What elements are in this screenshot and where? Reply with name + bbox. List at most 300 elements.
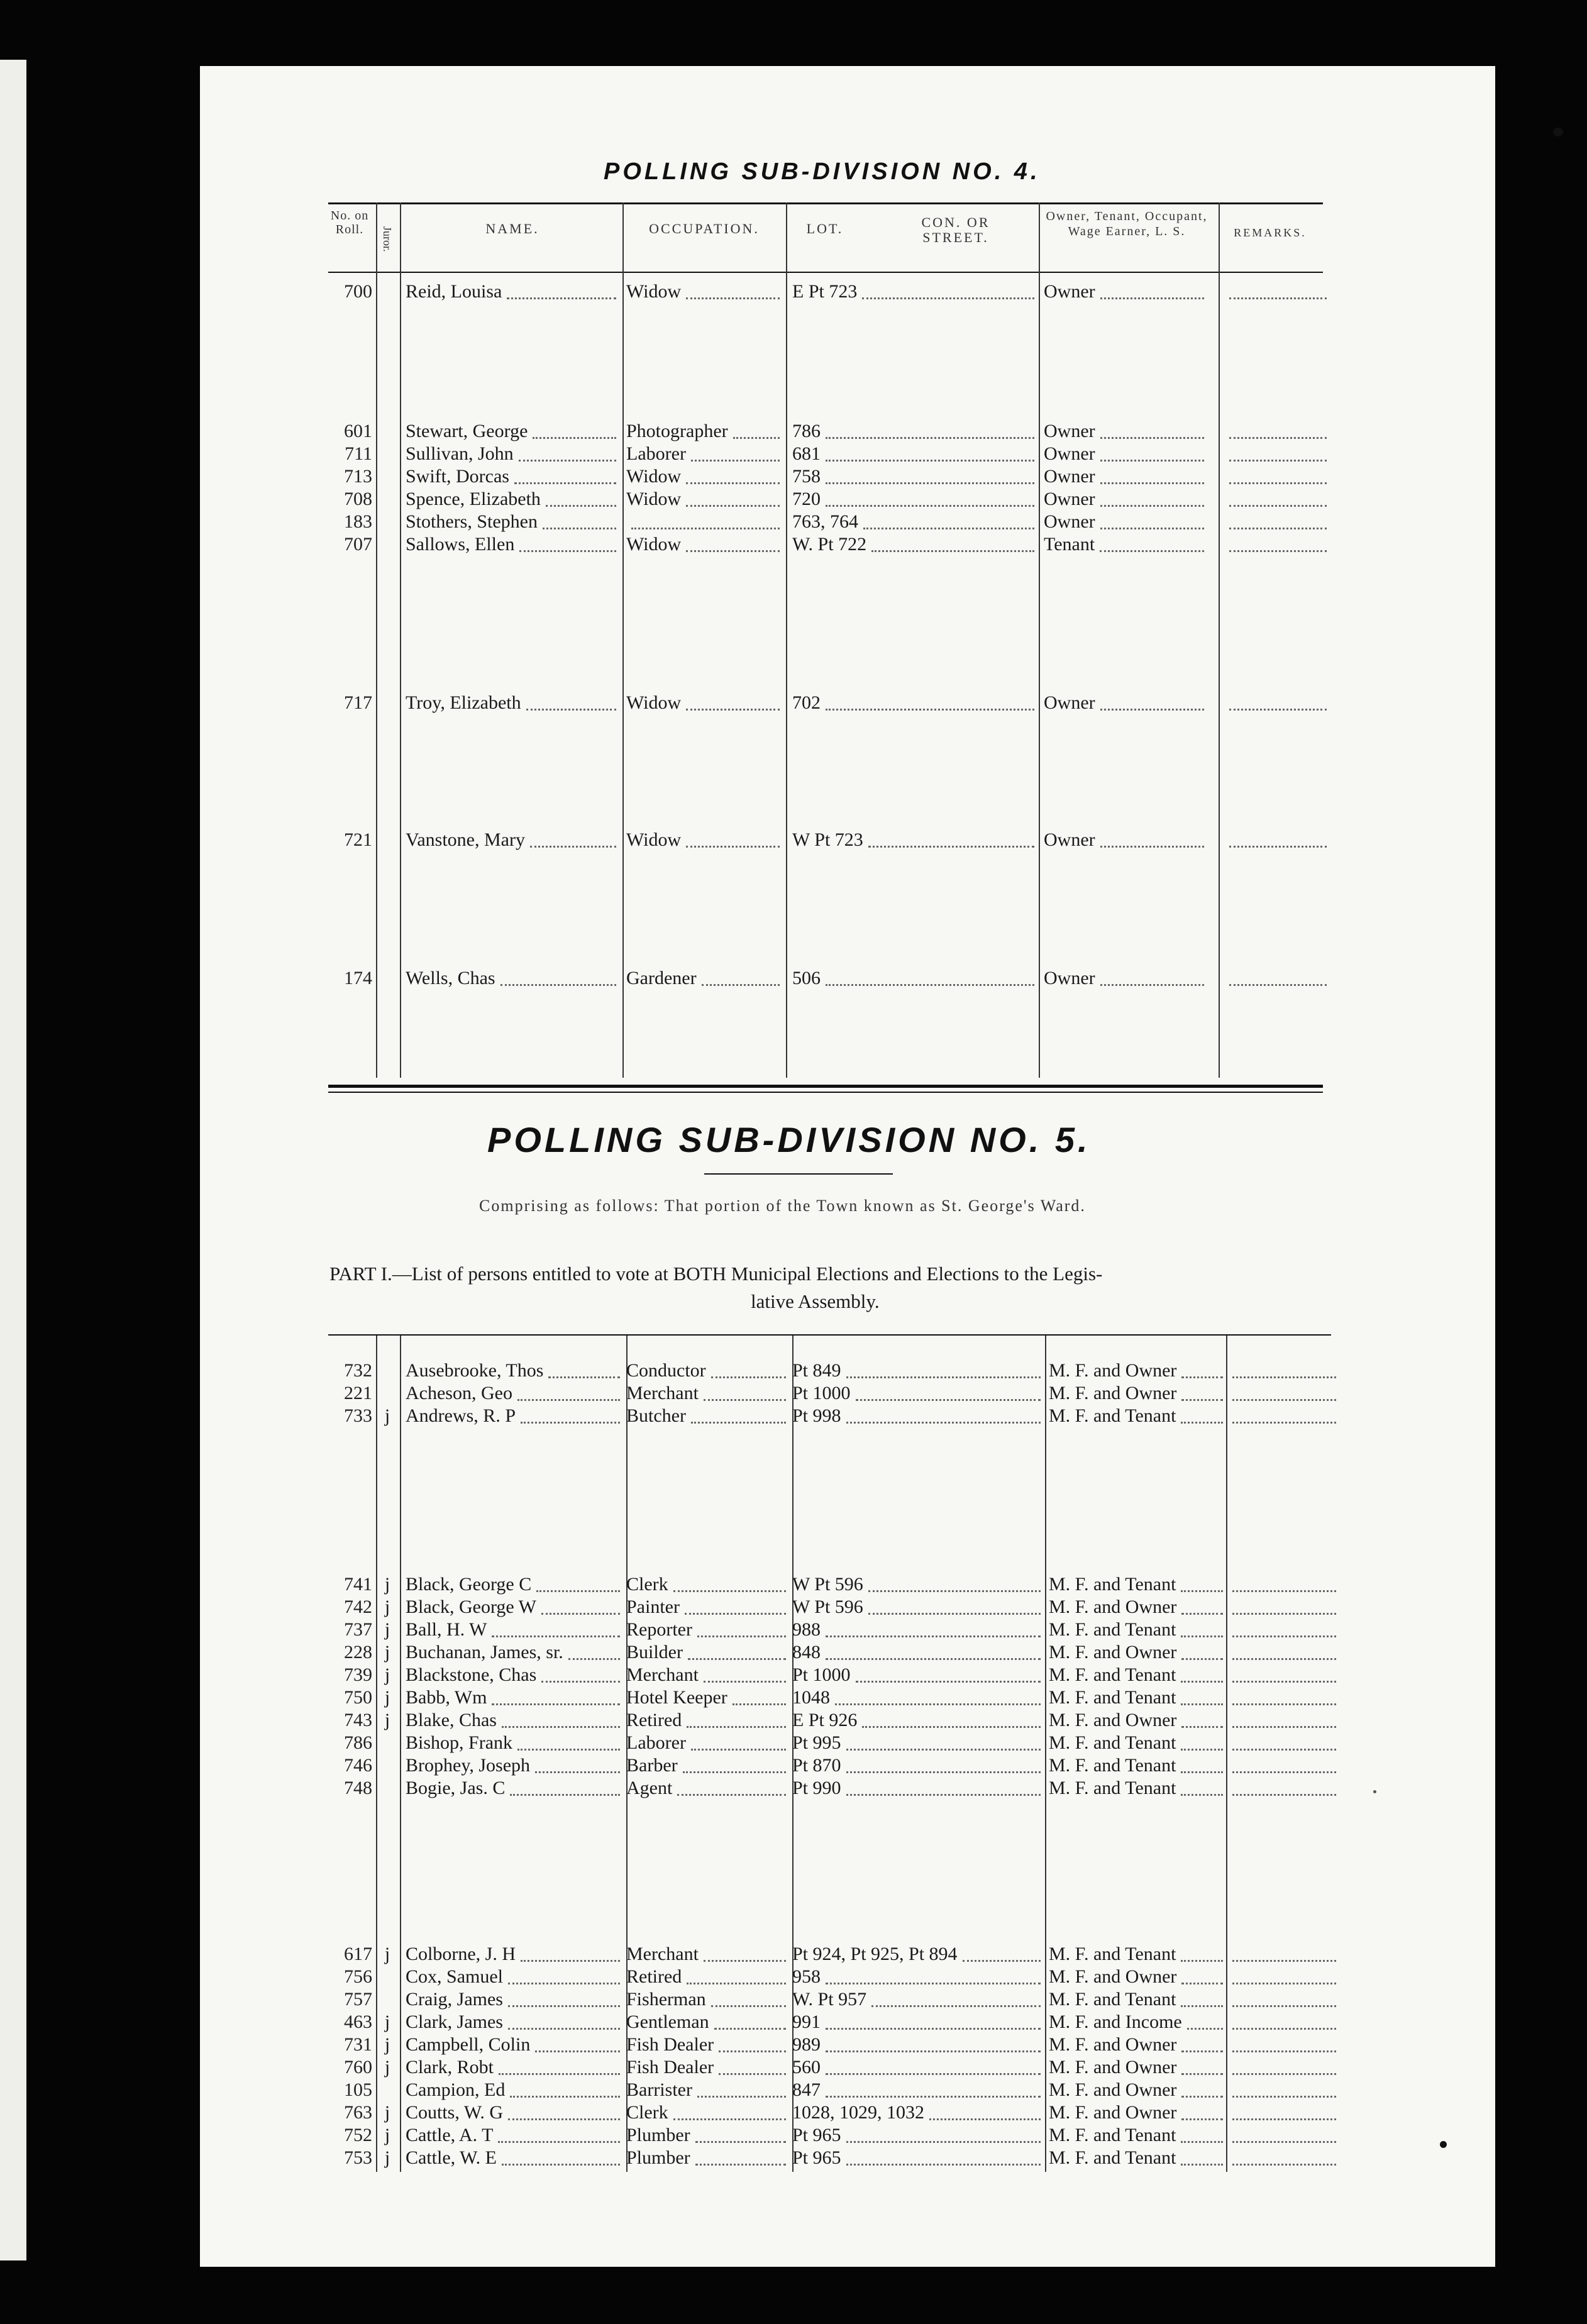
- dot-leader: [686, 297, 780, 299]
- dot-leader: [568, 1658, 620, 1660]
- dot-leader: [1181, 1590, 1223, 1592]
- table-row: [0, 1943, 1587, 1966]
- voter-name: Spence, Elizabeth: [406, 489, 541, 509]
- heading-underline: [704, 1173, 893, 1175]
- ownership-status: Owner: [1044, 443, 1095, 464]
- dot-leader: [826, 2028, 1041, 2030]
- lot: Pt 849: [792, 1360, 841, 1381]
- lot: 786: [792, 421, 821, 441]
- ownership-status: M. F. and Tenant: [1049, 1619, 1176, 1640]
- table-row: [0, 2079, 1587, 2101]
- roll-number: 700: [344, 281, 372, 302]
- dot-leader: [1181, 1771, 1223, 1773]
- dot-leader: [541, 1681, 620, 1683]
- table-row: [0, 1641, 1587, 1664]
- dot-leader: [1100, 437, 1204, 439]
- dot-leader: [1187, 2028, 1223, 2030]
- dot-leader: [517, 1399, 620, 1401]
- voter-name: Blackstone, Chas: [406, 1664, 537, 1685]
- dot-leader: [963, 1960, 1041, 1962]
- dot-leader: [1232, 1658, 1336, 1660]
- dot-leader: [1232, 2164, 1336, 2166]
- dot-leader: [846, 2141, 1041, 2143]
- dot-leader: [704, 1960, 786, 1962]
- ink-speck: [1373, 1790, 1376, 1793]
- table-row: [0, 1405, 1587, 1427]
- occupation: Gentleman: [626, 2011, 709, 2032]
- table-row: [0, 280, 1587, 303]
- dot-leader: [685, 1613, 786, 1615]
- dot-leader: [826, 460, 1034, 462]
- roll-number: 713: [344, 466, 372, 487]
- voter-name: Stothers, Stephen: [406, 511, 538, 532]
- dot-leader: [543, 528, 616, 529]
- col-header-lot: LOT.: [806, 221, 844, 236]
- voter-name: Troy, Elizabeth: [406, 692, 521, 713]
- lot: 991: [792, 2011, 821, 2032]
- dot-leader: [826, 709, 1034, 711]
- roll-number: 753: [344, 2147, 372, 2168]
- dot-leader: [1229, 550, 1327, 552]
- occupation: Fisherman: [626, 1989, 706, 2010]
- dot-leader: [1181, 1703, 1223, 1705]
- dot-leader: [868, 846, 1034, 848]
- dot-leader: [1229, 437, 1327, 439]
- dot-leader: [1232, 1771, 1336, 1773]
- dot-leader: [548, 1376, 620, 1378]
- dot-leader: [492, 1635, 620, 1637]
- table-row: [0, 2056, 1587, 2079]
- register-page: [200, 66, 1495, 2267]
- occupation: Barrister: [626, 2079, 692, 2100]
- dot-leader: [1181, 1726, 1223, 1728]
- occupation: Clerk: [626, 1574, 668, 1595]
- juror-mark: j: [384, 1596, 390, 1617]
- lot: W. Pt 722: [792, 534, 867, 555]
- dot-leader: [1229, 297, 1327, 299]
- dot-leader: [1229, 709, 1327, 711]
- lot: 847: [792, 2079, 821, 2100]
- lot: 758: [792, 466, 821, 487]
- dot-leader: [1232, 1960, 1336, 1962]
- dot-leader: [507, 297, 616, 299]
- roll-number: 721: [344, 829, 372, 850]
- dot-leader: [508, 2028, 620, 2030]
- ownership-status: M. F. and Tenant: [1049, 2125, 1176, 2145]
- ownership-status: M. F. and Owner: [1049, 1642, 1177, 1663]
- dot-leader: [826, 1983, 1041, 1984]
- roll-number: 739: [344, 1664, 372, 1685]
- ownership-status: M. F. and Tenant: [1049, 1664, 1176, 1685]
- table-row: [0, 1382, 1587, 1405]
- dot-leader: [1232, 1376, 1336, 1378]
- occupation: Laborer: [626, 1732, 686, 1753]
- dot-leader: [1232, 2028, 1336, 2030]
- occupation: Laborer: [626, 443, 686, 464]
- dot-leader: [826, 2050, 1041, 2052]
- occupation: Widow: [626, 489, 682, 509]
- dot-leader: [1229, 528, 1327, 529]
- roll-number: 763: [344, 2102, 372, 2123]
- col-header-name: NAME.: [485, 221, 539, 236]
- roll-number: 742: [344, 1596, 372, 1617]
- occupation: Fish Dealer: [626, 2057, 714, 2078]
- juror-mark: j: [384, 1619, 390, 1640]
- lot: 681: [792, 443, 821, 464]
- ownership-status: Owner: [1044, 692, 1095, 713]
- roll-number: 733: [344, 1405, 372, 1426]
- dot-leader: [1232, 2005, 1336, 2007]
- column-rule: [786, 202, 787, 1078]
- col-header-no: No. on Roll.: [330, 209, 369, 236]
- voter-name: Black, George W: [406, 1596, 536, 1617]
- roll-number: 757: [344, 1989, 372, 2010]
- ownership-status: Owner: [1044, 968, 1095, 988]
- table-row: [0, 2011, 1587, 2034]
- lot: Pt 1000: [792, 1664, 851, 1685]
- table-row: [0, 1709, 1587, 1732]
- dot-leader: [719, 2073, 786, 2075]
- dot-leader: [1229, 984, 1327, 986]
- ownership-status: M. F. and Owner: [1049, 1596, 1177, 1617]
- voter-name: Coutts, W. G: [406, 2102, 504, 2123]
- dot-leader: [1229, 460, 1327, 462]
- dot-leader: [498, 2141, 620, 2143]
- ink-spot: [1553, 128, 1563, 136]
- dot-leader: [686, 505, 780, 507]
- dot-leader: [517, 1749, 620, 1751]
- table-row: [0, 2034, 1587, 2056]
- occupation: Hotel Keeper: [626, 1687, 727, 1708]
- voter-name: Buchanan, James, sr.: [406, 1642, 563, 1663]
- column-rule: [622, 202, 624, 1078]
- occupation: Widow: [626, 829, 682, 850]
- dot-leader: [719, 2050, 786, 2052]
- dot-leader: [826, 505, 1034, 507]
- roll-number: 731: [344, 2034, 372, 2055]
- lot: Pt 1000: [792, 1383, 851, 1403]
- roll-number: 741: [344, 1574, 372, 1595]
- dot-leader: [1181, 1960, 1223, 1962]
- occupation: Clerk: [626, 2102, 668, 2123]
- occupation: Photographer: [626, 421, 728, 441]
- lot: 989: [792, 2034, 821, 2055]
- ownership-status: M. F. and Owner: [1049, 1360, 1177, 1381]
- dot-leader: [1181, 1983, 1223, 1984]
- ownership-status: M. F. and Tenant: [1049, 1732, 1176, 1753]
- ownership-status: M. F. and Income: [1049, 2011, 1182, 2032]
- part-one-rule: [328, 1334, 1331, 1336]
- juror-mark: j: [384, 2102, 390, 2123]
- lot: 506: [792, 968, 821, 988]
- dot-leader: [677, 1794, 786, 1796]
- juror-mark: j: [384, 2125, 390, 2145]
- dot-leader: [1100, 984, 1204, 986]
- part-one-line-2: lative Assembly.: [751, 1290, 880, 1312]
- dot-leader: [1232, 2096, 1336, 2098]
- dot-leader: [686, 709, 780, 711]
- dot-leader: [673, 1590, 786, 1592]
- voter-name: Colborne, J. H: [406, 1944, 516, 1964]
- juror-mark: j: [384, 2147, 390, 2168]
- dot-leader: [687, 1983, 786, 1984]
- dot-leader: [697, 2096, 786, 2098]
- dot-leader: [1181, 2118, 1223, 2120]
- table-row: [0, 465, 1587, 488]
- dot-leader: [846, 2164, 1041, 2166]
- occupation: Builder: [626, 1642, 683, 1663]
- juror-mark: j: [384, 1687, 390, 1708]
- dot-leader: [846, 1422, 1041, 1424]
- voter-name: Cattle, A. T: [406, 2125, 494, 2145]
- dot-leader: [1232, 2118, 1336, 2120]
- ownership-status: M. F. and Owner: [1049, 2102, 1177, 2123]
- dot-leader: [826, 437, 1034, 439]
- ownership-status: Owner: [1044, 281, 1095, 302]
- comprising-note: Comprising as follows: That portion of the Town known as St. George's Ward.: [479, 1197, 1086, 1215]
- dot-leader: [508, 2005, 620, 2007]
- dot-leader: [862, 297, 1034, 299]
- dot-leader: [704, 1399, 786, 1401]
- table-row: [0, 1777, 1587, 1800]
- dot-leader: [673, 2118, 786, 2120]
- section-divider-thin: [328, 1092, 1323, 1093]
- table-row: [0, 1664, 1587, 1686]
- roll-number: 617: [344, 1944, 372, 1964]
- roll-number: 228: [344, 1642, 372, 1663]
- lot: W Pt 723: [792, 829, 863, 850]
- ownership-status: Owner: [1044, 421, 1095, 441]
- roll-number: 756: [344, 1966, 372, 1987]
- dot-leader: [714, 2028, 786, 2030]
- dot-leader: [1100, 482, 1204, 484]
- ownership-status: M. F. and Owner: [1049, 2057, 1177, 2078]
- ownership-status: M. F. and Tenant: [1049, 1405, 1176, 1426]
- dot-leader: [846, 1749, 1041, 1751]
- dot-leader: [1229, 482, 1327, 484]
- column-rule: [376, 202, 377, 1078]
- table-row: [0, 2147, 1587, 2169]
- ownership-status: M. F. and Tenant: [1049, 1778, 1176, 1798]
- voter-name: Sullivan, John: [406, 443, 514, 464]
- ownership-status: M. F. and Tenant: [1049, 1687, 1176, 1708]
- roll-number: 750: [344, 1687, 372, 1708]
- dot-leader: [1181, 2096, 1223, 2098]
- dot-leader: [502, 1726, 620, 1728]
- roll-number: 746: [344, 1755, 372, 1776]
- voter-name: Campion, Ed: [406, 2079, 506, 2100]
- lot: E Pt 723: [792, 281, 858, 302]
- occupation: Fish Dealer: [626, 2034, 714, 2055]
- juror-mark: j: [384, 2057, 390, 2078]
- dot-leader: [1100, 460, 1204, 462]
- voter-name: Ausebrooke, Thos: [406, 1360, 544, 1381]
- dot-leader: [1232, 1681, 1336, 1683]
- dot-leader: [1232, 1399, 1336, 1401]
- ownership-status: M. F. and Owner: [1049, 2079, 1177, 2100]
- dot-leader: [631, 528, 780, 529]
- dot-leader: [691, 1749, 786, 1751]
- juror-mark: j: [384, 2034, 390, 2055]
- lot: W Pt 596: [792, 1574, 863, 1595]
- dot-leader: [1181, 1681, 1223, 1683]
- dot-leader: [510, 2096, 620, 2098]
- lot: Pt 998: [792, 1405, 841, 1426]
- dot-leader: [733, 1703, 786, 1705]
- column-rule: [1039, 202, 1040, 1078]
- voter-name: Bishop, Frank: [406, 1732, 513, 1753]
- voter-name: Ball, H. W: [406, 1619, 487, 1640]
- lot: 848: [792, 1642, 821, 1663]
- dot-leader: [868, 1613, 1041, 1615]
- occupation: Plumber: [626, 2147, 690, 2168]
- voter-name: Black, George C: [406, 1574, 532, 1595]
- roll-number: 760: [344, 2057, 372, 2078]
- roll-number: 183: [344, 511, 372, 532]
- roll-number: 105: [344, 2079, 372, 2100]
- occupation: Retired: [626, 1966, 682, 1987]
- occupation: Plumber: [626, 2125, 690, 2145]
- dot-leader: [826, 1658, 1041, 1660]
- dot-leader: [500, 984, 616, 986]
- dot-leader: [1181, 1635, 1223, 1637]
- voter-name: Swift, Dorcas: [406, 466, 509, 487]
- voter-name: Bogie, Jas. C: [406, 1778, 506, 1798]
- lot: W. Pt 957: [792, 1989, 867, 2010]
- roll-number: 752: [344, 2125, 372, 2145]
- dot-leader: [826, 2096, 1041, 2098]
- ownership-status: Tenant: [1044, 534, 1095, 555]
- roll-number: 221: [344, 1383, 372, 1403]
- dot-leader: [846, 1376, 1041, 1378]
- roll-number: 707: [344, 534, 372, 555]
- dot-leader: [1232, 2141, 1336, 2143]
- dot-leader: [535, 1771, 620, 1773]
- voter-name: Clark, James: [406, 2011, 503, 2032]
- ownership-status: M. F. and Tenant: [1049, 1944, 1176, 1964]
- lot: Pt 995: [792, 1732, 841, 1753]
- table-row: [0, 829, 1587, 851]
- lot: 1048: [792, 1687, 830, 1708]
- dot-leader: [695, 2141, 786, 2143]
- dot-leader: [1232, 1983, 1336, 1984]
- table-row: [0, 511, 1587, 533]
- voter-name: Acheson, Geo: [406, 1383, 512, 1403]
- dot-leader: [1181, 1376, 1223, 1378]
- ownership-status: M. F. and Tenant: [1049, 2147, 1176, 2168]
- occupation: Barber: [626, 1755, 678, 1776]
- table-row: [0, 967, 1587, 990]
- dot-leader: [688, 1658, 786, 1660]
- dot-leader: [546, 505, 616, 507]
- dot-leader: [1181, 1749, 1223, 1751]
- dot-leader: [862, 1726, 1041, 1728]
- voter-name: Campbell, Colin: [406, 2034, 531, 2055]
- dot-leader: [697, 1635, 786, 1637]
- table-row: [0, 1732, 1587, 1754]
- dot-leader: [499, 2073, 620, 2075]
- dot-leader: [514, 482, 616, 484]
- roll-number: 732: [344, 1360, 372, 1381]
- voter-name: Blake, Chas: [406, 1710, 497, 1730]
- occupation: Butcher: [626, 1405, 686, 1426]
- ownership-status: M. F. and Owner: [1049, 1383, 1177, 1403]
- ownership-status: M. F. and Owner: [1049, 1966, 1177, 1987]
- dot-leader: [704, 1681, 786, 1683]
- table-row: [0, 692, 1587, 714]
- dot-leader: [871, 2005, 1041, 2007]
- dot-leader: [1181, 2141, 1223, 2143]
- dot-leader: [687, 1726, 786, 1728]
- voter-name: Wells, Chas: [406, 968, 495, 988]
- occupation: Reporter: [626, 1619, 692, 1640]
- part-one-line-1: PART I.—List of persons entitled to vote at BOTH Municipal Elections and Elections to the Legis-: [329, 1263, 1103, 1285]
- table-row: [0, 1754, 1587, 1777]
- dot-leader: [702, 984, 780, 986]
- roll-number: 743: [344, 1710, 372, 1730]
- ink-spot: [1440, 2141, 1447, 2148]
- dot-leader: [733, 437, 780, 439]
- occupation: Conductor: [626, 1360, 706, 1381]
- ownership-status: Owner: [1044, 511, 1095, 532]
- dot-leader: [1232, 1590, 1336, 1592]
- table-row: [0, 533, 1587, 556]
- dot-leader: [863, 528, 1034, 529]
- dot-leader: [826, 482, 1034, 484]
- lot: 560: [792, 2057, 821, 2078]
- dot-leader: [519, 550, 616, 552]
- dot-leader: [691, 460, 780, 462]
- lot: Pt 965: [792, 2125, 841, 2145]
- header-bottom-rule: [328, 272, 1323, 273]
- lot: 958: [792, 1966, 821, 1987]
- occupation: Widow: [626, 466, 682, 487]
- ownership-status: Owner: [1044, 466, 1095, 487]
- voter-name: Cattle, W. E: [406, 2147, 497, 2168]
- voter-name: Andrews, R. P: [406, 1405, 516, 1426]
- table-row: [0, 1573, 1587, 1596]
- ownership-status: M. F. and Owner: [1049, 2034, 1177, 2055]
- dot-leader: [691, 1422, 786, 1424]
- table-row: [0, 488, 1587, 511]
- dot-leader: [695, 2164, 786, 2166]
- voter-name: Sallows, Ellen: [406, 534, 515, 555]
- dot-leader: [1232, 1726, 1336, 1728]
- dot-leader: [536, 1590, 620, 1592]
- occupation: Retired: [626, 1710, 682, 1730]
- col-header-occupation: OCCUPATION.: [649, 221, 760, 236]
- dot-leader: [686, 550, 780, 552]
- dot-leader: [856, 1399, 1041, 1401]
- table-row: [0, 443, 1587, 465]
- ownership-status: M. F. and Tenant: [1049, 1989, 1176, 2010]
- dot-leader: [711, 2005, 786, 2007]
- dot-leader: [492, 1703, 620, 1705]
- section-divider: [328, 1085, 1323, 1088]
- juror-mark: j: [384, 1944, 390, 1964]
- dot-leader: [929, 2118, 1041, 2120]
- dot-leader: [1100, 846, 1204, 848]
- dot-leader: [1229, 846, 1327, 848]
- table-row: [0, 1618, 1587, 1641]
- dot-leader: [1232, 1613, 1336, 1615]
- voter-name: Clark, Robt: [406, 2057, 494, 2078]
- dot-leader: [535, 2050, 620, 2052]
- dot-leader: [508, 2118, 620, 2120]
- adjacent-page-edge: [0, 60, 26, 2260]
- dot-leader: [686, 846, 780, 848]
- table-row: [0, 1686, 1587, 1709]
